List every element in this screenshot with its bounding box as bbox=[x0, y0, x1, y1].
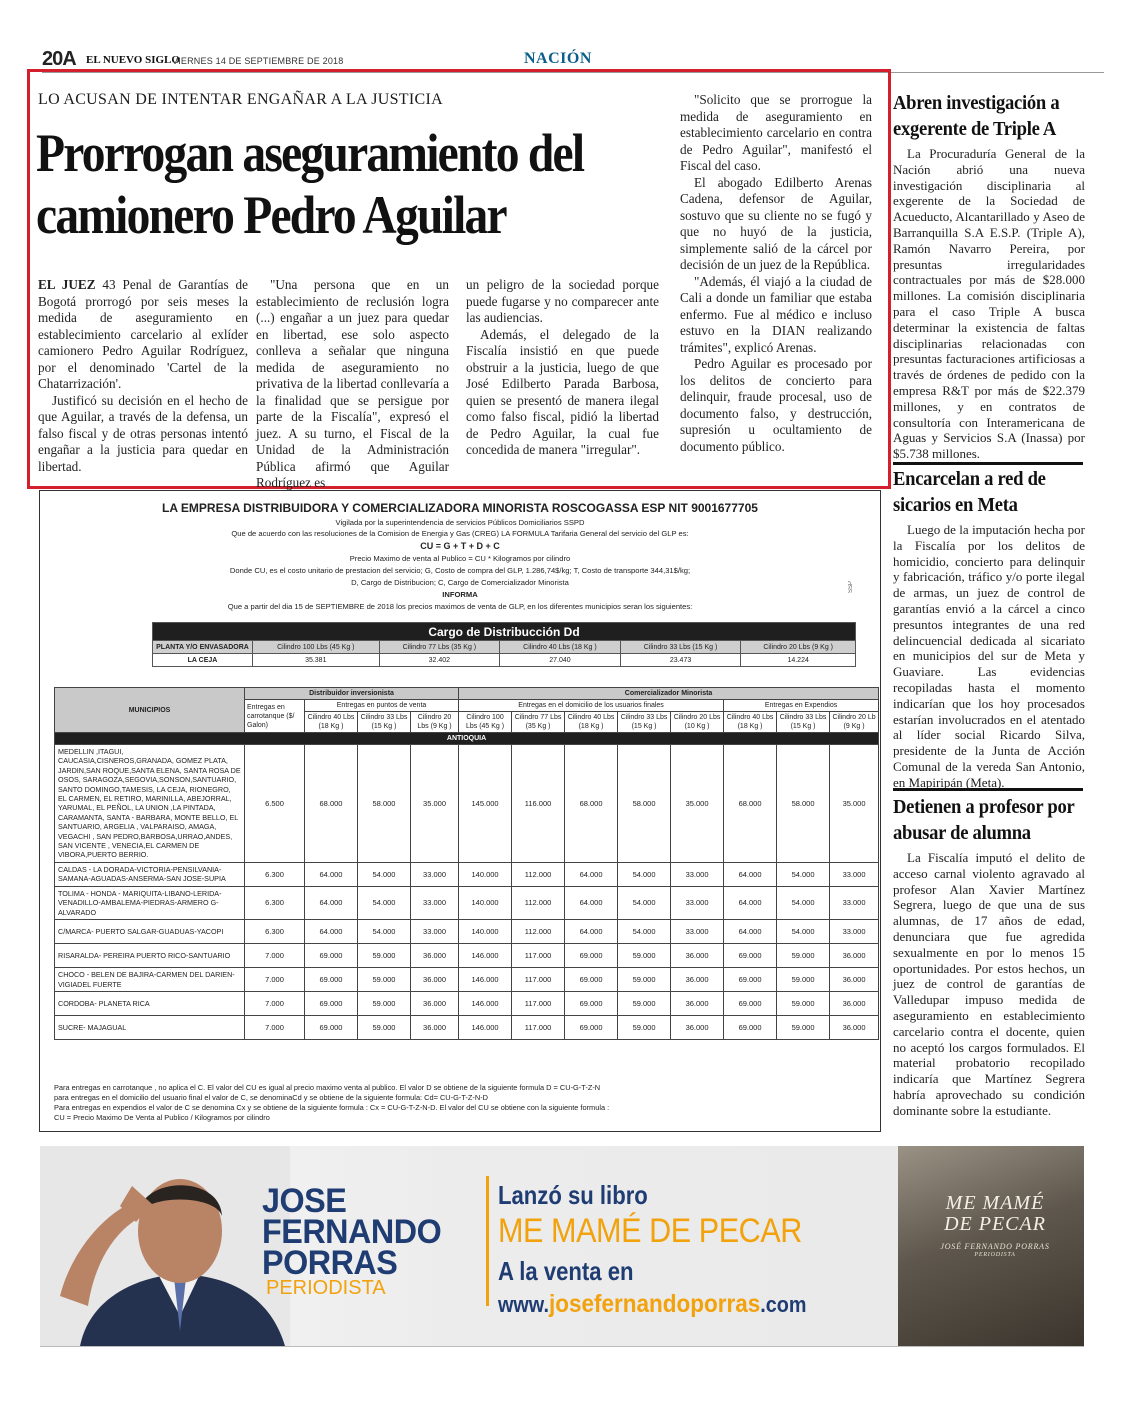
article-paragraph: Justificó su decisión en el hecho de que Aguilar, a través de la defensa, un falso fiscal y de otras personas intentó engañar a la justicia para quedar en libertad. bbox=[38, 392, 248, 474]
price-cell: 33.000 bbox=[830, 920, 879, 944]
ad-divider bbox=[486, 1176, 489, 1306]
book-cover-author: JOSÉ FERNANDO PORRAS bbox=[940, 1242, 1050, 1251]
table-row bbox=[55, 862, 879, 886]
price-cell: 7.000 bbox=[245, 968, 305, 992]
price-cell: 112.000 bbox=[512, 886, 565, 919]
article-column-2 bbox=[256, 277, 449, 492]
brief-title: Detienen a profesor por abusar de alumna bbox=[893, 796, 1075, 844]
price-cell: 7.000 bbox=[245, 992, 305, 1016]
price-cell: 54.000 bbox=[777, 920, 830, 944]
table-row bbox=[55, 968, 879, 992]
notice-line: Precio Maximo de venta al Publico = CU * Kilogramos por cilindro bbox=[349, 554, 571, 563]
section-title: NACIÓN bbox=[524, 50, 592, 67]
price-cell: 35.000 bbox=[411, 745, 459, 863]
municipality-cell: MEDELLIN ,ITAGUI, CAUCASIA,CISNEROS,GRANADA, GOMEZ PLATA, JARDIN,SAN ROQUE,SANTA ELENA, SANTA ROSA DE OSOS, SARAGOZA,SEGOVIA,SONSON,SANTUARIO, SANTO DOMINGO,TAMESIS, LA CEJA, RIONEGRO, EL CARMEN, EL RETIRO, MARINILLA, ABEJORRAL, YARUMAL, EL PEÑOL, LA UNION ,LA PINTADA, CARAMANTA, SANTA - BARBARA, MONTE BELLO, EL SANTUARIO, ARGELIA , VALPARAISO, AMAGA, VEGACHI , SAN PEDRO,BARBOSA,URRAO,ANDES, SAN VICENTE , VENECIA,EL CARMEN DE VIBORA,PUERTO BERRIO. bbox=[55, 745, 245, 863]
brief-title: Encarcelan a red de sicarios en Meta bbox=[893, 468, 1046, 516]
price-cell: 69.000 bbox=[305, 992, 358, 1016]
price-cell: 58.000 bbox=[358, 745, 411, 863]
price-cell: 33.000 bbox=[411, 886, 459, 919]
price-cell: 69.000 bbox=[305, 968, 358, 992]
price-cell: 59.000 bbox=[777, 992, 830, 1016]
price-cell: 54.000 bbox=[618, 886, 671, 919]
municipality-cell: TOLIMA - HONDA - MARIQUITA-LIBANO-LERIDA-VENADILLO-AMBALEMA-PIEDRAS-ARMERO G-ALVARADO bbox=[55, 886, 245, 919]
price-cell: 54.000 bbox=[618, 862, 671, 886]
group-header: Comercializador Minorista bbox=[459, 688, 879, 700]
price-cell: 69.000 bbox=[565, 1016, 618, 1040]
price-cell: 117.000 bbox=[512, 992, 565, 1016]
price-cell: 36.000 bbox=[830, 1016, 879, 1040]
dd-value: 27.040 bbox=[500, 654, 621, 667]
distribution-charge-table bbox=[152, 622, 856, 667]
article-kicker: LO ACUSAN DE INTENTAR ENGAÑAR A LA JUSTICIA bbox=[38, 91, 443, 108]
price-cell: 59.000 bbox=[618, 944, 671, 968]
table-row bbox=[55, 745, 879, 863]
column-header: Cilindro 40 Lbs (18 Kg ) bbox=[565, 712, 618, 733]
price-cell: 146.000 bbox=[459, 968, 512, 992]
price-cell: 145.000 bbox=[459, 745, 512, 863]
brief-title: Abren investigación a exgerente de Triple A bbox=[893, 92, 1060, 140]
sidebar-divider bbox=[893, 462, 1083, 465]
dd-value: 14.224 bbox=[741, 654, 856, 667]
notice-formula: CU = G + T + D + C bbox=[420, 541, 500, 551]
book-cover-title: ME MAMÉ DE PECAR bbox=[944, 1192, 1046, 1235]
lead-in: EL JUEZ bbox=[38, 277, 96, 292]
price-cell: 33.000 bbox=[671, 920, 724, 944]
price-table bbox=[54, 687, 879, 1040]
price-cell: 64.000 bbox=[305, 920, 358, 944]
dd-col-header: Cilindro 40 Lbs (18 Kg ) bbox=[500, 641, 621, 654]
municipality-cell: CHOCO - BELEN DE BAJIRA-CARMEN DEL DARIEN-VIGIADEL FUERTE bbox=[55, 968, 245, 992]
price-cell: 33.000 bbox=[830, 886, 879, 919]
notice-line: D, Cargo de Distribucion; C, Cargo de Comercializador Minorista bbox=[351, 578, 569, 587]
price-cell: 36.000 bbox=[671, 1016, 724, 1040]
book-advertisement[interactable] bbox=[40, 1146, 1084, 1346]
page-bottom-rule bbox=[40, 1346, 1084, 1347]
price-cell: 68.000 bbox=[565, 745, 618, 863]
table-row bbox=[55, 1016, 879, 1040]
notice-informa: INFORMA bbox=[442, 590, 478, 599]
price-cell: 36.000 bbox=[411, 968, 459, 992]
price-cell: 116.000 bbox=[512, 745, 565, 863]
price-cell: 7.000 bbox=[245, 944, 305, 968]
price-cell: 69.000 bbox=[724, 992, 777, 1016]
column-header: Cilindro 33 Lbs (15 Kg ) bbox=[618, 712, 671, 733]
price-cell: 33.000 bbox=[671, 886, 724, 919]
price-cell: 117.000 bbox=[512, 944, 565, 968]
price-cell: 64.000 bbox=[565, 886, 618, 919]
notice-title: LA EMPRESA DISTRIBUIDORA Y COMERCIALIZADORA MINORISTA ROSCOGASSA ESP NIT 9001677705 bbox=[162, 501, 758, 515]
article-column-1 bbox=[38, 277, 248, 475]
municipios-header: MUNICIPIOS bbox=[55, 688, 245, 733]
price-cell: 140.000 bbox=[459, 920, 512, 944]
price-cell: 59.000 bbox=[618, 1016, 671, 1040]
price-cell: 59.000 bbox=[358, 992, 411, 1016]
price-cell: 69.000 bbox=[305, 944, 358, 968]
price-cell: 140.000 bbox=[459, 886, 512, 919]
price-cell: 33.000 bbox=[830, 862, 879, 886]
ad-book-name: ME MAMÉ DE PECAR bbox=[498, 1212, 802, 1250]
price-cell: 59.000 bbox=[777, 968, 830, 992]
table-row bbox=[55, 992, 879, 1016]
price-cell: 69.000 bbox=[724, 944, 777, 968]
ad-website-link[interactable]: www.josefernandoporras.com bbox=[498, 1290, 807, 1318]
price-cell: 112.000 bbox=[512, 862, 565, 886]
footnote: Para entregas en carrotanque , no aplica el C. El valor del CU es igual al precio maximo venta al publico. El valor D se obtiene de la siguiente formula D = CU-G-T-Z-N bbox=[54, 1083, 601, 1092]
article-paragraph: El abogado Edilberto Arenas Cadena, defensor de Aguilar, sostuvo que su cliente no se fugó y que no huyó de la justicia, simplemente salió de la cárcel por decisión de un juez de la República. bbox=[680, 174, 872, 272]
dd-col-header: Cilindro 20 Lbs (9 Kg ) bbox=[741, 641, 856, 654]
price-cell: 59.000 bbox=[618, 992, 671, 1016]
page-number: 20A bbox=[42, 48, 76, 70]
sidebar-brief-triple-a bbox=[893, 90, 1085, 462]
price-cell: 64.000 bbox=[565, 862, 618, 886]
price-cell: 59.000 bbox=[777, 1016, 830, 1040]
notice-line: Vigilada por la superintendencia de servicios Públicos Domiciliarios SSPD bbox=[335, 518, 585, 527]
sidebar-brief-profesor bbox=[893, 794, 1085, 1119]
price-cell: 69.000 bbox=[724, 1016, 777, 1040]
price-cell: 54.000 bbox=[358, 920, 411, 944]
price-cell: 6.300 bbox=[245, 886, 305, 919]
column-header: Cilindro 20 Lbs (10 Kg ) bbox=[671, 712, 724, 733]
price-cell: 36.000 bbox=[411, 944, 459, 968]
ad-person-role: PERIODISTA bbox=[266, 1277, 386, 1299]
dd-value: 35.381 bbox=[253, 654, 380, 667]
table-row bbox=[55, 886, 879, 919]
price-cell: 54.000 bbox=[777, 886, 830, 919]
price-cell: 64.000 bbox=[724, 920, 777, 944]
column-header: Cilindro 33 Lbs (15 Kg ) bbox=[777, 712, 830, 733]
price-cell: 36.000 bbox=[671, 992, 724, 1016]
column-header: Cilindro 40 Lbs (18 Kg ) bbox=[305, 712, 358, 733]
price-cell: 33.000 bbox=[411, 920, 459, 944]
dd-col-header: Cilindro 77 Lbs (35 Kg ) bbox=[379, 641, 500, 654]
column-header: Cilindro 33 Lbs (15 Kg ) bbox=[358, 712, 411, 733]
municipality-cell: CALDAS - LA DORADA-VICTORIA-PENSILVANIA-SAMANA-AGUADAS-ANSERMA-SAN JOSE-SUPIA bbox=[55, 862, 245, 886]
article-headline: Prorrogan aseguramiento del camionero Pedro Aguilar bbox=[36, 123, 584, 245]
price-cell: 146.000 bbox=[459, 992, 512, 1016]
municipality-cell: RISARALDA- PEREIRA PUERTO RICO-SANTUARIO bbox=[55, 944, 245, 968]
price-cell: 35.000 bbox=[830, 745, 879, 863]
sidebar-brief-sicarios bbox=[893, 466, 1085, 791]
price-cell: 68.000 bbox=[724, 745, 777, 863]
notice-line: Que a partir del dia 15 de SEPTIEMBRE de 2018 los precios maximos de venta de GLP, en los diferentes municipios seran los siguientes: bbox=[227, 602, 693, 611]
price-cell: 54.000 bbox=[618, 920, 671, 944]
footnote: Para entregas en expendios el valor de C se denomina Cx y se obtiene de la siguiente formula : Cx = CU-G-T-Z-N-D. El valor del CU se obtiene con la siguiente formula : bbox=[54, 1103, 610, 1112]
price-cell: 59.000 bbox=[358, 944, 411, 968]
ad-sale-text: A la venta en bbox=[498, 1256, 634, 1286]
article-paragraph: Además, el delegado de la Fiscalía insistió en que puede obstruir a la justicia, luego de que José Edilberto Parada Barbosa, quien se presentó de manera ilegal como falso fiscal, pidió la libertad de Pedro Aguilar, la cual fue concedida de manera "irregular". bbox=[466, 326, 659, 457]
subgroup-header: Entregas en puntos de venta bbox=[305, 700, 459, 712]
price-cell: 64.000 bbox=[565, 920, 618, 944]
price-cell: 36.000 bbox=[830, 944, 879, 968]
price-cell: 6.500 bbox=[245, 745, 305, 863]
table-row bbox=[55, 944, 879, 968]
price-cell: 54.000 bbox=[358, 886, 411, 919]
price-cell: 69.000 bbox=[565, 992, 618, 1016]
price-cell: 59.000 bbox=[618, 968, 671, 992]
article-paragraph: "Además, él viajó a la ciudad de Cali a donde un familiar que estaba enfermo. Fue al médico e incluso estuvo en la DIAN realizando trámites", explicó Arenas. bbox=[680, 273, 872, 355]
carrotanque-header: Entregas en carrotanque ($/ Galon) bbox=[245, 700, 305, 733]
footnote: para entregas en el domicilio del usuario final el valor de C, se denominaCd y se obtiene de la siguiente formula: Cd= CU-G-T-Z-N-D bbox=[54, 1093, 488, 1102]
dd-col-header: Cilindro 100 Lbs (45 Kg ) bbox=[253, 641, 380, 654]
dd-value: 32.402 bbox=[379, 654, 500, 667]
price-cell: 68.000 bbox=[305, 745, 358, 863]
price-cell: 58.000 bbox=[618, 745, 671, 863]
dd-row-label: LA CEJA bbox=[153, 654, 253, 667]
price-cell: 140.000 bbox=[459, 862, 512, 886]
column-header: Cilindro 100 Lbs (45 Kg ) bbox=[459, 712, 512, 733]
price-cell: 35.000 bbox=[671, 745, 724, 863]
municipality-cell: C/MARCA- PUERTO SALGAR-GUADUAS-YACOPI bbox=[55, 920, 245, 944]
notice-footnotes bbox=[54, 1083, 854, 1123]
column-header: Cilindro 20 Lbs (9 Kg ) bbox=[411, 712, 459, 733]
price-cell: 69.000 bbox=[565, 944, 618, 968]
dd-head-label: PLANTA Y/O ENVASADORA bbox=[153, 641, 253, 654]
dd-table-title: Cargo de Distribucción Dd bbox=[153, 623, 856, 641]
author-photo bbox=[40, 1146, 290, 1346]
price-cell: 36.000 bbox=[671, 968, 724, 992]
price-cell: 33.000 bbox=[671, 862, 724, 886]
price-cell: 117.000 bbox=[512, 1016, 565, 1040]
price-cell: 6.300 bbox=[245, 920, 305, 944]
price-cell: 36.000 bbox=[671, 944, 724, 968]
price-cell: 69.000 bbox=[305, 1016, 358, 1040]
price-cell: 112.000 bbox=[512, 920, 565, 944]
glp-price-notice bbox=[39, 490, 881, 1132]
article-column-3 bbox=[466, 277, 659, 459]
table-row bbox=[55, 920, 879, 944]
column-header: Cilindro 20 Lb (9 Kg ) bbox=[830, 712, 879, 733]
subgroup-header: Entregas en Expendios bbox=[724, 700, 879, 712]
book-cover-role: PERIODISTA bbox=[974, 1252, 1016, 1258]
price-cell: 36.000 bbox=[411, 992, 459, 1016]
article-paragraph: EL JUEZ 43 Penal de Garantías de Bogotá prorrogó por seis meses la medida de aseguramiento en establecimiento carcelario al exlíder camionero Pedro Aguilar Rodríguez, por el denominado 'Cartel de la Chatarrización'. bbox=[38, 277, 248, 391]
column-header: Cilindro 40 Lbs (18 Kg ) bbox=[724, 712, 777, 733]
price-cell: 64.000 bbox=[305, 862, 358, 886]
notice-line: Donde CU, es el costo unitario de prestacion del servicio; G, Costo de compra del GLP, 1.286,74$/kg; T, Costo de transporte 344,31$/kg; bbox=[229, 566, 691, 575]
price-cell: 7.000 bbox=[245, 1016, 305, 1040]
dd-col-header: Cilindro 33 Lbs (15 Kg ) bbox=[620, 641, 741, 654]
price-cell: 58.000 bbox=[777, 745, 830, 863]
group-header: Distribuidor inversionista bbox=[245, 688, 459, 700]
notice-line: Que de acuerdo con las resoluciones de la Comision de Energia y Gas (CREG) LA FORMULA Tarifaria General del servicio del GLP es: bbox=[231, 529, 689, 538]
municipality-cell: SUCRE- MAJAGUAL bbox=[55, 1016, 245, 1040]
brief-body: La Fiscalía imputó el delito de acceso carnal violento agravado al profesor Alan Xavier Martínez Segrera, luego de que una de sus alumnas, de 17 años de edad, denunciara que fue agredida sexualmente en por lo menos 15 oportunidades. Por estos hechos, un juez de control de garantías de Valledupar impuso medida de aseguramiento en establecimiento carcelario contra el docente, quien no aceptó los cargos formulados. El material probatorio recopilado indicaría que Martínez Segrera habría aprovechado su condición dominante sobre la estudiante. bbox=[893, 850, 1085, 1118]
price-cell: 69.000 bbox=[724, 968, 777, 992]
dd-value: 23.473 bbox=[620, 654, 741, 667]
issue-date: VIERNES 14 DE SEPTIEMBRE DE 2018 bbox=[172, 56, 344, 66]
article-paragraph: "Una persona que en un establecimiento de reclusión logra (...) engañar a un juez para quedar en libertad, ese solo aspecto conlleva a señalar que ninguna medida de aseguramiento no privativa de la libertad conllevaría a la finalidad que se persigue por parte de la Fiscalía", expresó el juez. A su turno, el Fiscal de la Unidad de la Administración Pública afirmó que Aguilar Rodríguez es bbox=[256, 277, 449, 490]
price-cell: 64.000 bbox=[724, 886, 777, 919]
price-cell: 146.000 bbox=[459, 944, 512, 968]
ad-person-name: JOSE FERNANDO PORRAS bbox=[262, 1182, 442, 1282]
price-cell: 6.300 bbox=[245, 862, 305, 886]
newspaper-name: EL NUEVO SIGLO bbox=[86, 54, 180, 66]
price-cell: 33.000 bbox=[411, 862, 459, 886]
price-cell: 36.000 bbox=[411, 1016, 459, 1040]
sidebar-divider bbox=[893, 788, 1083, 791]
brief-body: La Procuraduría General de la Nación abrió una nueva investigación disciplinaria al exgerente de la Sociedad de Acueducto, Alcantarillado y Aseo de Barranquilla S.A E.S.P. (Triple A), Ramón Navarro Pereira, por presuntas irregularidades contractuales por más de $28.000 millones. La comisión disciplinaria para el caso Triple A busca determinar la existencia de faltas disciplinarias relacionadas con presuntas facturaciones artificiosas a través de órdenes de pedido con la empresa R&T por más de $22.379 millones, y en contratos de consultoría con Interamericana de Aguas y Servicios S.A (Inassa) por $5.738 millones. bbox=[893, 146, 1085, 462]
price-cell: 59.000 bbox=[358, 1016, 411, 1040]
price-cell: 36.000 bbox=[830, 968, 879, 992]
price-cell: 59.000 bbox=[358, 968, 411, 992]
price-cell: 117.000 bbox=[512, 968, 565, 992]
price-cell: 69.000 bbox=[565, 968, 618, 992]
price-cell: 146.000 bbox=[459, 1016, 512, 1040]
notice-side-text: SSP bbox=[848, 581, 854, 594]
ad-tagline: Lanzó su libro bbox=[498, 1180, 648, 1210]
price-cell: 36.000 bbox=[830, 992, 879, 1016]
article-column-4 bbox=[680, 92, 872, 455]
brief-body: Luego de la imputación hecha por la Fiscalía por los delitos de homicidio, concierto para delinquir y fabricación, tráfico y/o porte ilegal de armas, un juez de control de garantías envió a la cárcel a cinco presuntos integrantes de una red delincuencial dedicada al sicariato en municipios del sur de Meta y Guaviare. Las evidencias recopiladas hasta el momento indicarían que los hoy procesados estarían involucrados en el atentado al líder social Ricardo Silva, presidente de la Junta de Acción Comunal de la vereda San Antonio, en Mapiripán (Meta). bbox=[893, 522, 1085, 790]
article-paragraph: Pedro Aguilar es procesado por los delitos de concierto para delinquir, fraude procesal, uso de documento falso, y destrucción, supresión u ocultamiento de documento público. bbox=[680, 356, 872, 454]
price-cell: 64.000 bbox=[305, 886, 358, 919]
footnote: CU = Precio Maximo De Venta al Publico / Kilogramos por cilindro bbox=[54, 1113, 270, 1122]
municipality-cell: CORDOBA- PLANETA RICA bbox=[55, 992, 245, 1016]
price-cell: 59.000 bbox=[777, 944, 830, 968]
article-paragraph: un peligro de la sociedad porque puede fugarse y no comparecer ante las audiencias. bbox=[466, 277, 659, 325]
region-header: ANTIOQUIA bbox=[55, 733, 879, 745]
column-header: Cilindro 77 Lbs (35 Kg ) bbox=[512, 712, 565, 733]
price-cell: 54.000 bbox=[777, 862, 830, 886]
price-cell: 64.000 bbox=[724, 862, 777, 886]
price-cell: 54.000 bbox=[358, 862, 411, 886]
article-paragraph: "Solicito que se prorrogue la medida de aseguramiento en establecimiento carcelario en contra de Pedro Aguilar", manifestó el Fiscal del caso. bbox=[680, 92, 872, 173]
subgroup-header: Entregas en el domicilio de los usuarios finales bbox=[459, 700, 724, 712]
